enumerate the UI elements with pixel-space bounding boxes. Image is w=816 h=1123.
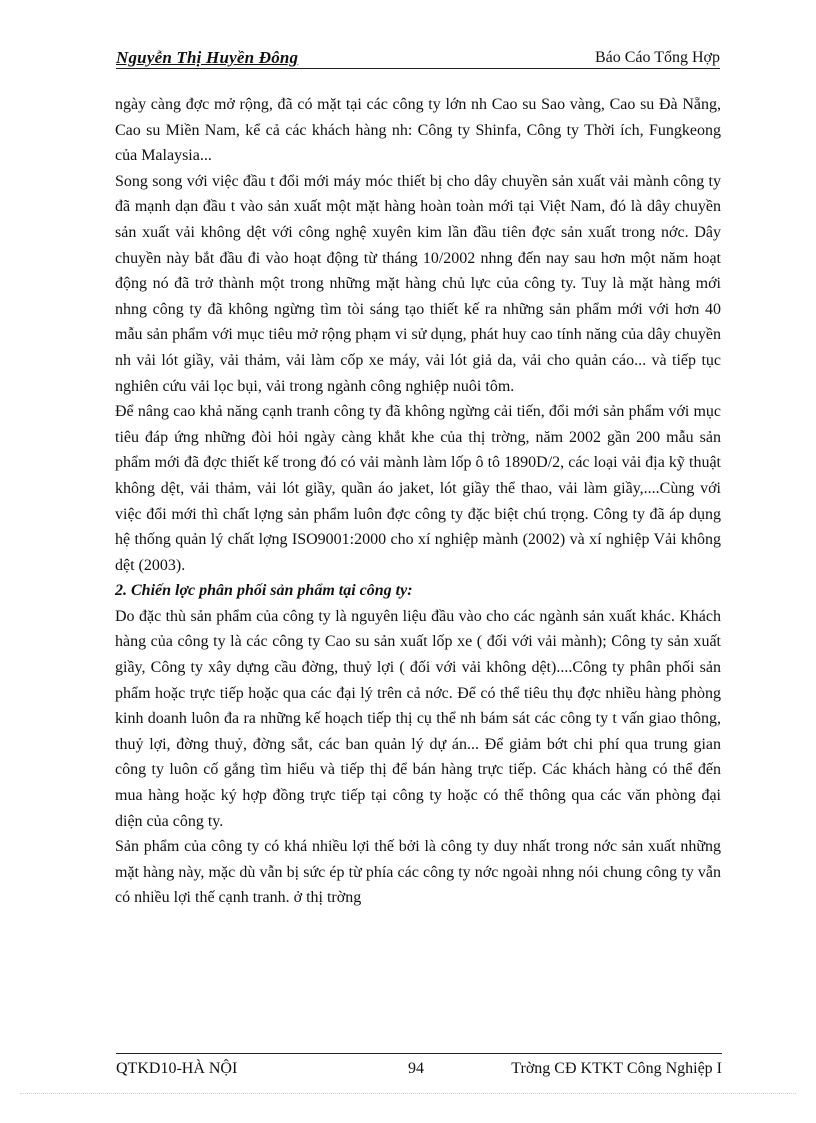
paragraph-distribution: Do đặc thù sản phẩm của công ty là nguyên liệu đầu vào cho các ngành sản xuất khác. Khách hàng của công ty là các công ty Cao su sản xuất lốp xe ( đối với vải mành); Công ty sản xuất giầy, Công ty xây dựng cầu đờng, thuỷ lợi ( đối với vải không dệt)....Công ty phân phối sản phẩm hoặc trực tiếp hoặc qua các đại lý trên cả nớc. Để có thể tiêu thụ đợc nhiều hàng phòng kinh doanh luôn đa ra những kế hoạch tiếp thị cụ thể nh bám sát các công ty t vấn giao thông, thuỷ lợi, đờng thuỷ, đờng sắt, các ban quản lý dự án... Để giảm bớt chi phí qua trung gian công ty luôn cố gắng tìm hiểu và tiếp thị để bán hàng trực tiếp. Các khách hàng có thể đến mua hàng hoặc ký hợp đồng trực tiếp tại công ty hoặc có thể thông qua các văn phòng đại diện của công ty.: [115, 607, 721, 830]
paragraph-competitiveness: Để nâng cao khả năng cạnh tranh công ty đã không ngừng cải tiến, đổi mới sản phẩm với mục tiêu đáp ứng những đòi hỏi ngày càng khắt khe của thị trờng, năm 2002 gần 200 mẫu sản phẩm mới đã đợc thiết kế trong đó có vải mành làm lốp ô tô 1890D/2, các loại vải địa kỹ thuật không dệt, vải thảm, vải lót giầy, quần áo jaket, lót giầy thể thao, vải làm giầy,....Cùng với việc đổi mới thì chất lợng sản phẩm luôn đợc công ty đặc biệt chú trọng. Công ty đã áp dụng hệ thống quản lý chất lợng ISO9001:2000 cho xí nghiệp mành (2002) và xí nghiệp Vải không dệt (2003).: [115, 403, 721, 574]
page-number: 94: [408, 1060, 424, 1077]
body-text: [115, 92, 721, 911]
paragraph-customers: ngày càng đợc mở rộng, đã có mặt tại các công ty lớn nh Cao su Sao vàng, Cao su Đà Nẵng, Cao su Miền Nam, kể cả các khách hàng nh: Công ty Shinfa, Công ty Thời ích, Fungkeong của Malaysia...: [115, 96, 721, 165]
page-header: [116, 46, 720, 69]
footer-class-label: QTKD10-HÀ NỘI: [116, 1060, 238, 1077]
footer-school: Trờng CĐ KTKT Công Nghiệp I: [511, 1060, 722, 1077]
paragraph-advantages: Sản phẩm của công ty có khá nhiều lợi thế bởi là công ty duy nhất trong nớc sản xuất những mặt hàng này, mặc dù vẫn bị sức ép từ phía các công ty nớc ngoài nhng nói chung công ty vẫn có nhiều lợi thế cạnh tranh. ở thị trờng: [115, 838, 721, 907]
page-footer: [116, 1053, 722, 1078]
header-author: Nguyễn Thị Huyền Đông: [116, 48, 299, 67]
section-heading: 2. Chiến lợc phân phối sản phẩm tại công ty:: [115, 582, 413, 600]
page-edge-divider: [20, 1093, 796, 1094]
paragraph-nonwoven-line: Song song với việc đầu t đổi mới máy móc thiết bị cho dây chuyền sản xuất vải mành công ty đã mạnh dạn đầu t vào sản xuất một mặt hàng hoàn toàn mới tại Việt Nam, đó là dây chuyền sản xuất vải không dệt với công nghệ xuyên kim lần đầu tiên đợc sản xuất trong nớc. Dây chuyền này bắt đầu đi vào hoạt động từ tháng 10/2002 nhng đến nay sau hơn một năm hoạt động nó đã trở thành một trong những mặt hàng chủ lực của công ty. Tuy là mặt hàng mới nhng công ty đã không ngừng tìm tòi sáng tạo thiết kế ra những sản phẩm mới với hơn 40 mẫu sản phẩm với mục tiêu mở rộng phạm vi sử dụng, phát huy cao tính năng của dây chuyền nh vải lót giầy, vải thảm, vải làm cốp xe máy, vải lót giả da, vải cho quản cáo... và tiếp tục nghiên cứu vải lọc bụi, vải trong ngành công nghiệp nuôi tôm.: [115, 172, 721, 395]
header-report-title: Báo Cáo Tổng Hợp: [594, 49, 720, 66]
